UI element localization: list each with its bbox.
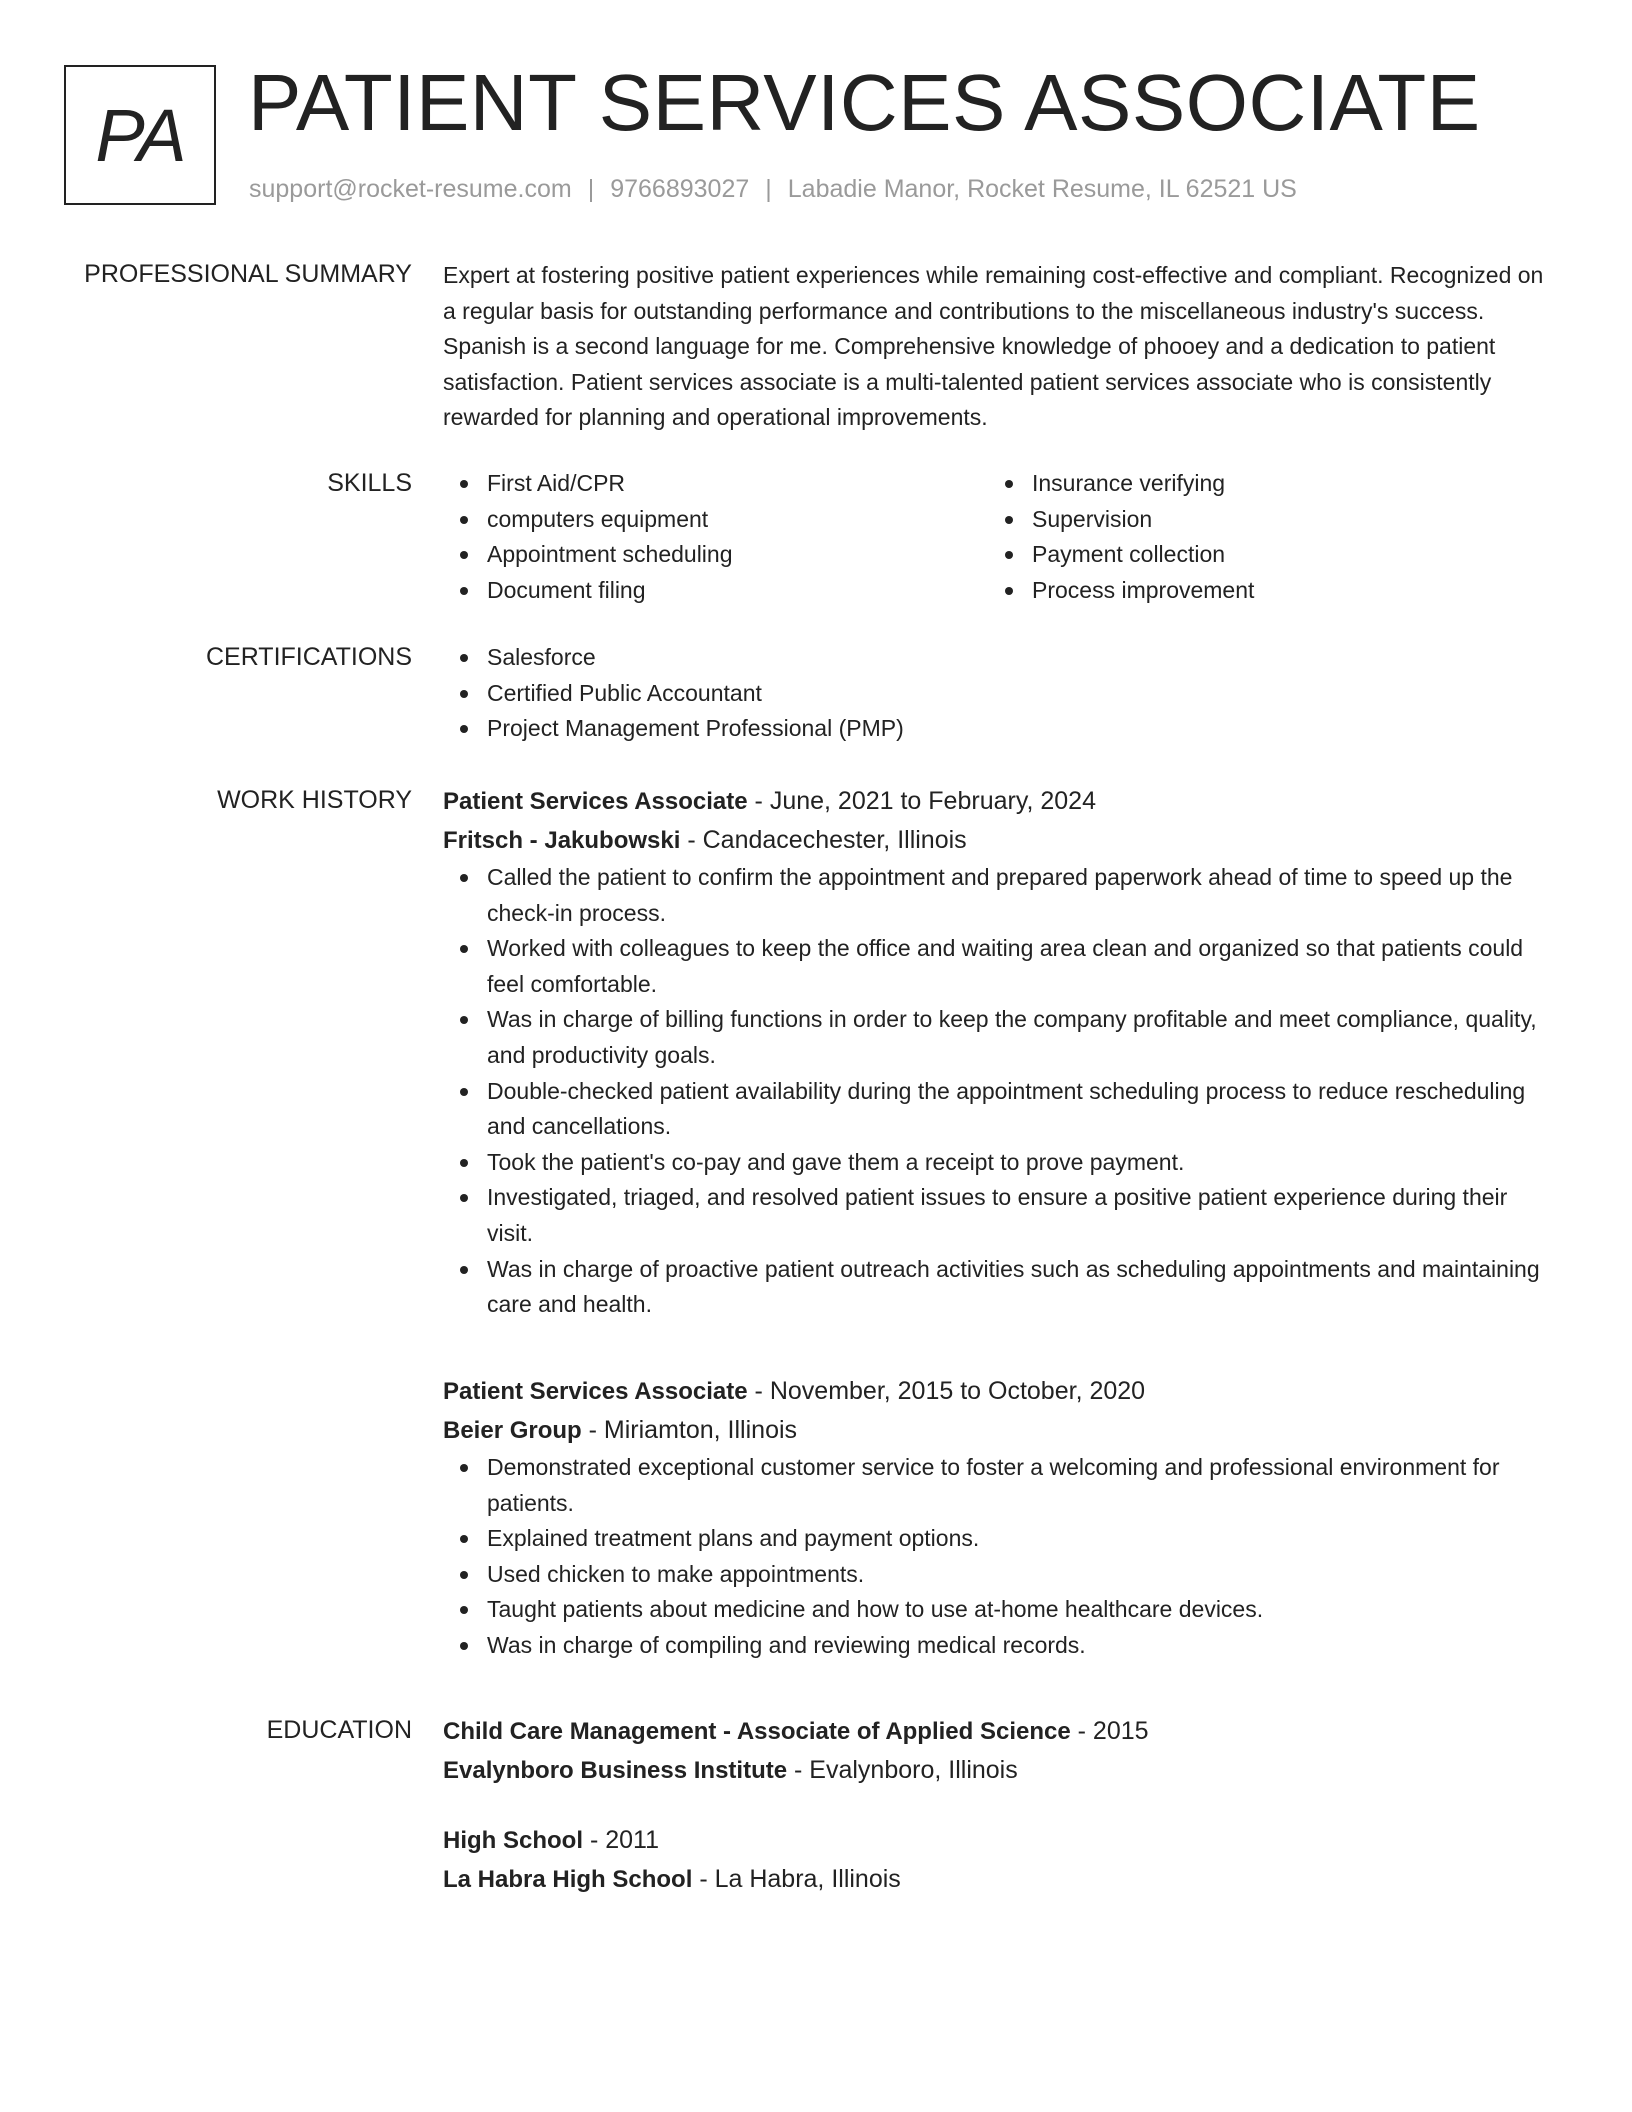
job-location: - Miriamton, Illinois [581, 1416, 798, 1444]
education-location: - Evalynboro, Illinois [787, 1756, 1018, 1784]
education-heading: EDUCATION [266, 1716, 412, 1744]
job-bullet: Was in charge of billing functions in order to keep the company profitable and meet compliance, quality, and productivity goals. [443, 1002, 1558, 1073]
skills-list-right [988, 466, 1533, 608]
certification-item: Project Management Professional (PMP) [443, 711, 1558, 747]
job-bullet: Double-checked patient availability during the appointment scheduling process to reduce rescheduling and cancellations. [443, 1074, 1558, 1145]
job-title-line [443, 1372, 1558, 1411]
education-year: - 2015 [1070, 1717, 1149, 1745]
job-dates: - November, 2015 to October, 2020 [747, 1377, 1146, 1405]
job-bullet: Called the patient to confirm the appointment and prepared paperwork ahead of time to speed up the check-in process. [443, 860, 1558, 931]
education-degree-line [443, 1712, 1558, 1751]
job-title-line [443, 782, 1558, 821]
contact-address: Labadie Manor, Rocket Resume, IL 62521 US [787, 175, 1297, 203]
education-location: - La Habra, Illinois [692, 1865, 901, 1893]
education-entry [443, 1712, 1558, 1790]
summary-text: Expert at fostering positive patient experiences while remaining cost-effective and compliant. Recognized on a regular basis for outstanding performance and contributions to the miscellaneous industry's success. Spanish is a second language for me. Comprehensive knowledge of phooey and a dedication to patient satisfaction. Patient services associate is a multi-talented patient services associate who is consistently rewarded for planning and operational improvements. [443, 262, 1544, 431]
education-degree-line [443, 1821, 1558, 1860]
contact-email: support@rocket-resume.com [249, 175, 572, 203]
certifications-list [443, 640, 1558, 747]
job-title: Patient Services Associate [443, 1378, 748, 1405]
education-degree: High School [443, 1827, 583, 1854]
job-bullets [443, 860, 1558, 1323]
education-year: - 2011 [583, 1826, 659, 1854]
skill-item: Supervision [988, 502, 1533, 538]
certifications-heading: CERTIFICATIONS [205, 643, 412, 671]
job-company-line [443, 821, 1558, 860]
job-dates: - June, 2021 to February, 2024 [747, 787, 1096, 815]
job-company: Beier Group [443, 1417, 582, 1444]
job-bullet: Explained treatment plans and payment options. [443, 1521, 1558, 1557]
skills-list-left [443, 466, 988, 608]
skill-item: Document filing [443, 573, 988, 609]
job-bullet: Took the patient's co-pay and gave them a receipt to prove payment. [443, 1145, 1558, 1181]
skill-item: Insurance verifying [988, 466, 1533, 502]
monogram-initials: PA [95, 93, 185, 177]
job-bullet: Was in charge of compiling and reviewing medical records. [443, 1628, 1558, 1664]
job-bullet: Demonstrated exceptional customer service to foster a welcoming and professional environment for patients. [443, 1450, 1558, 1521]
education-entry [443, 1821, 1558, 1899]
job-bullet: Investigated, triaged, and resolved patient issues to ensure a positive patient experience during their visit. [443, 1180, 1558, 1251]
resume-title: PATIENT SERVICES ASSOCIATE [248, 58, 1481, 147]
skill-item: computers equipment [443, 502, 988, 538]
job-bullet: Taught patients about medicine and how to use at-home healthcare devices. [443, 1592, 1558, 1628]
job-location: - Candacechester, Illinois [680, 826, 967, 854]
job-bullet: Was in charge of proactive patient outreach activities such as scheduling appointments and maintaining care and health. [443, 1252, 1558, 1323]
skill-item: Process improvement [988, 573, 1533, 609]
job-company: Fritsch - Jakubowski [443, 827, 681, 854]
job-company-line [443, 1411, 1558, 1450]
education-school-line [443, 1860, 1558, 1899]
job-bullet: Used chicken to make appointments. [443, 1557, 1558, 1593]
education-school: La Habra High School [443, 1866, 693, 1893]
monogram-box [64, 65, 216, 205]
job-entry [443, 1372, 1558, 1664]
job-title: Patient Services Associate [443, 788, 748, 815]
certification-item: Certified Public Accountant [443, 676, 1558, 712]
contact-line [249, 172, 1297, 206]
job-bullets [443, 1450, 1558, 1664]
summary-heading: PROFESSIONAL SUMMARY [84, 260, 412, 288]
job-entry [443, 782, 1558, 1323]
education-school: Evalynboro Business Institute [443, 1757, 788, 1784]
contact-separator: | [765, 175, 772, 203]
contact-separator: | [587, 175, 595, 203]
certification-item: Salesforce [443, 640, 1558, 676]
skill-item: First Aid/CPR [443, 466, 988, 502]
skill-item: Payment collection [988, 537, 1533, 573]
work-heading: WORK HISTORY [217, 786, 412, 814]
job-bullet: Worked with colleagues to keep the office and waiting area clean and organized so that patients could feel comfortable. [443, 931, 1558, 1002]
education-school-line [443, 1751, 1558, 1790]
skill-item: Appointment scheduling [443, 537, 988, 573]
contact-phone: 9766893027 [610, 175, 750, 203]
education-degree: Child Care Management - Associate of Applied Science [443, 1718, 1071, 1745]
skills-heading: SKILLS [327, 469, 412, 497]
